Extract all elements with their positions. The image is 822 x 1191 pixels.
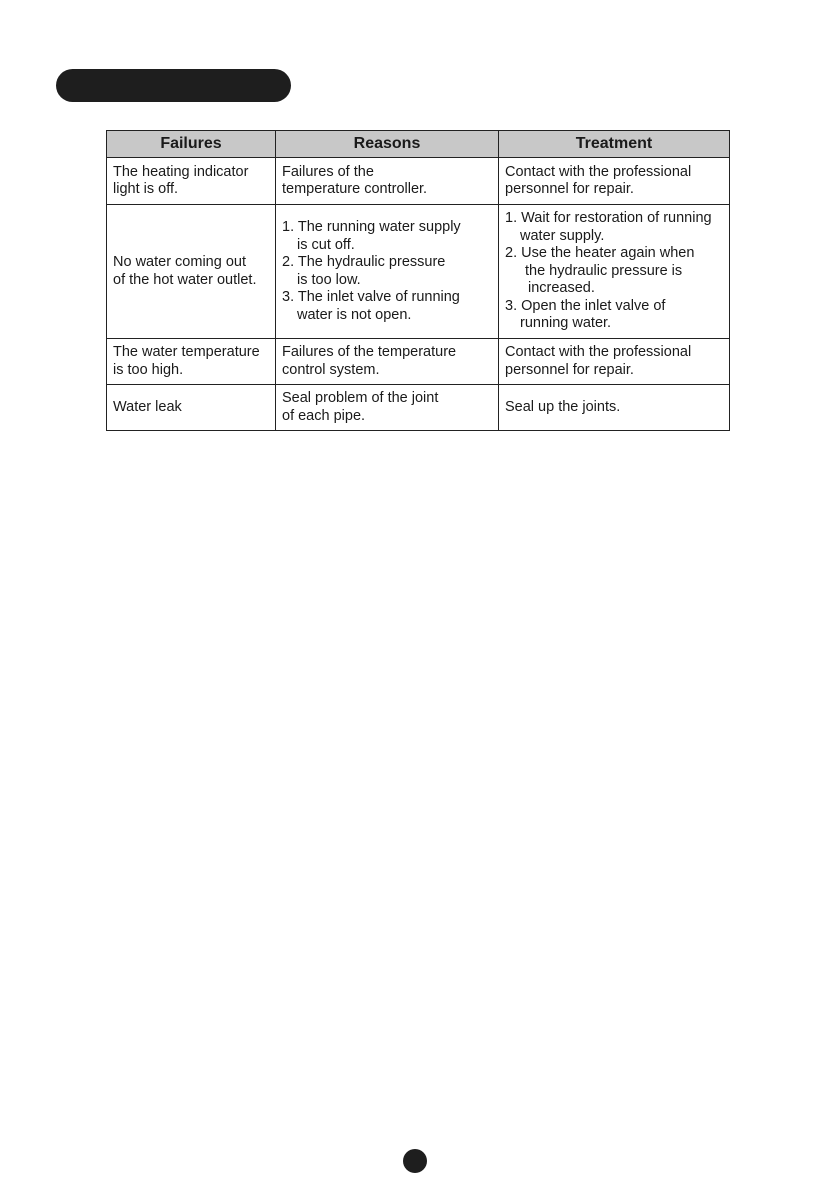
header-failures: Failures [107, 131, 276, 158]
cell-line: The water temperature [113, 344, 260, 360]
cell-line: is too high. [113, 361, 184, 378]
failure-cell [107, 385, 276, 431]
cell-line: of the hot water outlet. [113, 271, 257, 288]
table-row [107, 385, 730, 431]
table-row [107, 339, 730, 385]
cell-line: personnel for repair. [505, 361, 634, 378]
reasons-cell [276, 385, 499, 431]
reasons-cell [276, 158, 499, 205]
treatment-cell [499, 385, 730, 431]
cell-line: personnel for repair. [505, 181, 634, 197]
treatment-cell [499, 339, 730, 385]
treatment-cell [499, 158, 730, 205]
cell-line: is cut off. [297, 236, 355, 253]
cell-line: No water coming out [113, 254, 246, 270]
cell-line: increased. [528, 280, 595, 297]
cell-line: is too low. [297, 271, 361, 288]
cell-line: water is not open. [297, 306, 412, 323]
cell-line: running water. [520, 315, 612, 332]
cell-line: control system. [282, 361, 380, 378]
cell-line: temperature controller. [282, 181, 428, 197]
cell-line: 3. Open the inlet valve of [505, 297, 666, 314]
cell-line: Seal problem of the joint [282, 390, 439, 406]
cell-line: 1. The running water supply [282, 219, 461, 235]
cell-line: water supply. [520, 227, 605, 244]
treatment-cell [499, 205, 730, 339]
cell-line: of each pipe. [282, 407, 366, 424]
cell-line: Seal up the joints. [505, 398, 621, 415]
header-reasons: Reasons [276, 131, 499, 158]
reasons-cell [276, 205, 499, 339]
table-header-row [107, 131, 730, 158]
failure-cell [107, 205, 276, 339]
table-row [107, 205, 730, 339]
section-heading-pill [56, 69, 291, 102]
cell-line: 2. Use the heater again when [505, 245, 695, 262]
page-number-dot [403, 1149, 427, 1173]
cell-line: The heating indicator [113, 163, 249, 180]
failure-cell [107, 158, 276, 205]
troubleshooting-table [106, 130, 730, 431]
cell-line: 3. The inlet valve of running [282, 289, 460, 305]
cell-line: Failures of the [282, 163, 374, 180]
cell-line: 1. Wait for restoration of running [505, 210, 712, 227]
cell-line: Failures of the temperature [282, 344, 457, 360]
table-row [107, 158, 730, 205]
cell-line: the hydraulic pressure is [525, 262, 683, 279]
cell-line: 2. The hydraulic pressure [282, 254, 446, 270]
cell-line: Water leak [113, 398, 182, 415]
reasons-cell [276, 339, 499, 385]
failure-cell [107, 339, 276, 385]
cell-line: light is off. [113, 181, 179, 197]
cell-line: Contact with the professional [505, 163, 692, 180]
cell-line: Contact with the professional [505, 344, 692, 360]
header-treatment: Treatment [499, 131, 730, 158]
